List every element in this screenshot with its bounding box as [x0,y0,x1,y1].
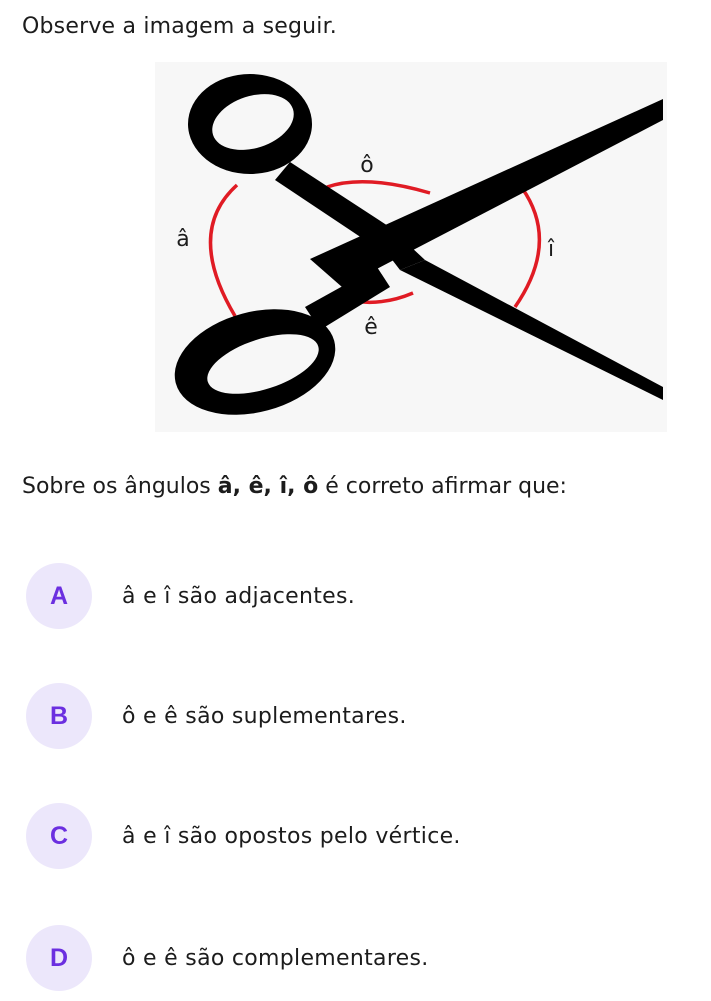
label-a: â [176,227,190,252]
option-a-badge[interactable]: A [26,563,92,629]
arc-o [327,182,430,193]
option-b-text[interactable]: ô e ê são suplementares. [122,703,407,729]
option-c-text[interactable]: â e î são opostos pelo vértice. [122,823,461,849]
scissors-diagram [155,62,667,432]
question-angles: â, ê, î, ô [217,474,319,499]
upper-blade [310,99,663,287]
arc-i [515,188,539,307]
label-o: ô [360,153,374,178]
intro-text: Observe a imagem a seguir. [22,14,338,39]
arc-a [210,185,237,316]
label-e: ê [364,315,378,340]
option-d[interactable] [26,925,429,991]
option-b[interactable] [26,683,407,749]
option-a-text[interactable]: â e î são adjacentes. [122,583,356,609]
option-d-text[interactable]: ô e ê são complementares. [122,945,429,971]
option-c[interactable] [26,803,461,869]
option-a[interactable] [26,563,355,629]
option-b-badge[interactable]: B [26,683,92,749]
upper-handle-stem [275,162,405,252]
option-c-badge[interactable]: C [26,803,92,869]
label-i: î [547,237,555,262]
option-d-badge[interactable]: D [26,925,92,991]
scissors-figure [155,62,667,432]
question-text: Sobre os ângulos â, ê, î, ô é correto afirmar que: [22,474,567,499]
